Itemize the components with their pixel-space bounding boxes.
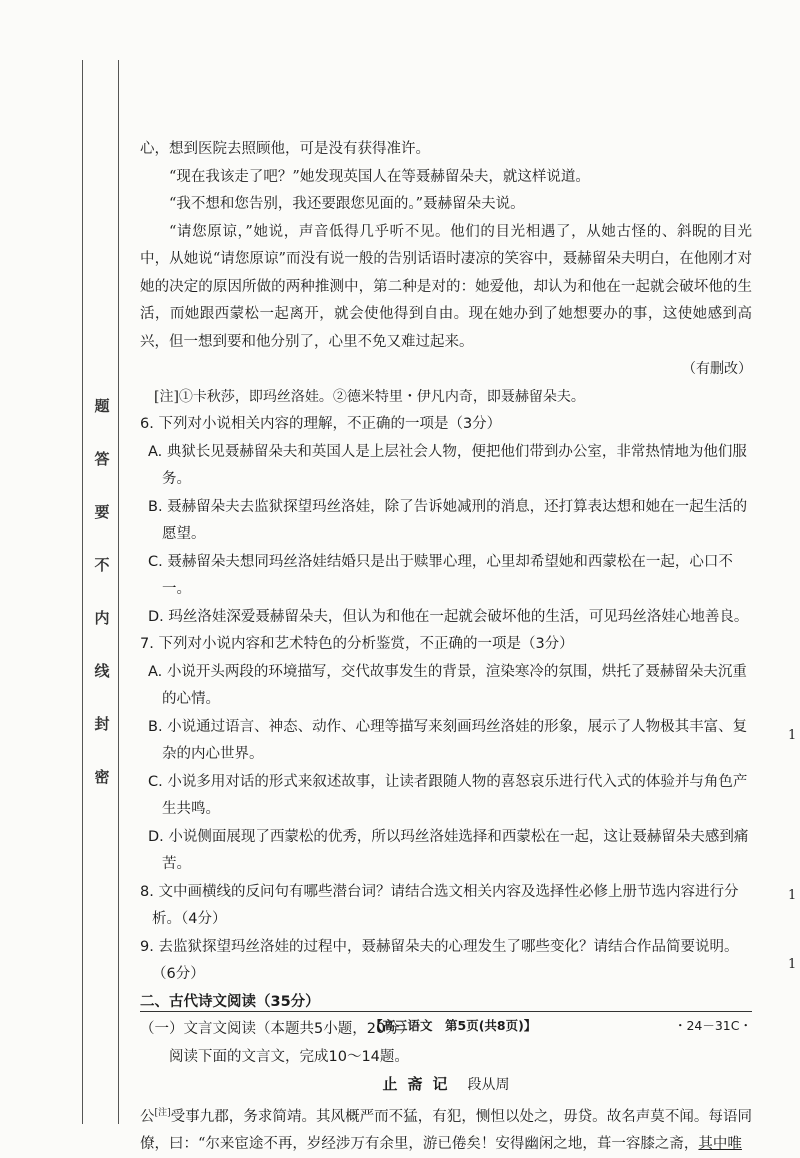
story-paragraph: “我不想和您告别，我还要跟您见面的。”聂赫留朵夫说。 [140,191,752,219]
passage-title [140,1071,752,1100]
subsection-heading: （一）文言文阅读（本题共5小题，20分） [140,1016,752,1044]
option-7c: C. 小说多用对话的形式来叙述故事，让读者跟随人物的喜怒哀乐进行代入式的体验并与角色产生共鸣。 [140,769,752,824]
seal-char: 线 [92,655,112,687]
seal-char: 密 [92,761,112,793]
option-6c: C. 聂赫留朵夫想同玛丝洛娃结婚只是出于赎罪心理，心里却希望她和西蒙松在一起，心口不一。 [140,549,752,604]
passage-text [140,1100,752,1158]
edge-mark: 1 [788,728,796,743]
seal-char: 要 [92,496,112,528]
reading-instruction: 阅读下面的文言文，完成10～14题。 [140,1044,752,1072]
seal-char: 答 [92,443,112,475]
question-9: 9. 去监狱探望玛丝洛娃的过程中，聂赫留朵夫的心理发生了哪些变化？请结合作品简要说明。（6分） [140,934,752,989]
source-note: （有删改） [140,356,752,384]
note-mark: [注] [155,1108,171,1118]
question-8: 8. 文中画横线的反问句有哪些潜台词？请结合选文相关内容及选择性必修上册节选内容进行分析。（4分） [140,879,752,934]
edge-mark: 1 [788,888,796,903]
story-paragraph: “现在我该走了吧？”她发现英国人在等聂赫留朵夫，就这样说道。 [140,164,752,192]
passage-text-start: 公 [140,1108,155,1124]
question-6: 6. 下列对小说相关内容的理解，不正确的一项是（3分） [140,411,752,439]
edge-mark: 1 [788,957,796,972]
option-6b: B. 聂赫留朵夫去监狱探望玛丝洛娃，除了告诉她减刑的消息，还打算表达想和她在一起生活的愿望。 [140,494,752,549]
option-7d: D. 小说侧面展现了西蒙松的优秀，所以玛丝洛娃选择和西蒙松在一起，这让聂赫留朵夫感到痛苦。 [140,824,752,879]
footnote: [注]①卡秋莎，即玛丝洛娃。②德米特里・伊凡内奇，即聂赫留朵夫。 [154,384,752,412]
passage-text-body: 受事九郡，务求简靖。其风概严而不猛，有犯，恻怛以处之，毋贷。故名声莫不闻。每语同僚，曰：“尔来宦途不再，岁经涉万有余里，游已倦矣！安得幽闲之地，葺一容膝之斋， [140,1108,752,1152]
seal-char: 不 [92,549,112,581]
seal-char: 内 [92,602,112,634]
underlined-text: 其中唯 [698,1136,742,1152]
option-7b: B. 小说通过语言、神态、动作、心理等描写来刻画玛丝洛娃的形象，展示了人物极其丰富、复杂的内心世界。 [140,714,752,769]
exam-page [140,136,752,1158]
story-paragraph: “请您原谅，”她说，声音低得几乎听不见。他们的目光相遇了，从她古怪的、斜睨的目光中，从她说“请您原谅”而没有说一般的告别话语时凄凉的笑容中，聂赫留朵夫明白，在他刚才对她的决定的原因所做的两种推测中，第二种是对的：她爱他，却认为和他在一起就会破坏他的生活，而她跟西蒙松一起离开，就会使他得到自由。现在她办到了她想要办的事，这使她感到高兴，但一想到要和他分别了，心里不免又难过起来。 [140,219,752,357]
story-paragraph: 心，想到医院去照顾他，可是没有获得准许。 [140,136,752,164]
seal-char: 题 [92,390,112,422]
footer-label: 【高三语文 第5页(共8页)】 [370,1016,536,1034]
option-6d: D. 玛丝洛娃深爱聂赫留朵夫，但认为和他在一起就会破坏他的生活，可见玛丝洛娃心地善良。 [140,604,752,632]
passage-author: 段从周 [468,1077,510,1093]
section-heading: 二、古代诗文阅读（35分） [140,989,752,1017]
binding-line-inner [118,60,119,1124]
seal-line-notice [92,390,112,814]
footer-code: ・24－31C・ [674,1016,752,1034]
seal-char: 封 [92,708,112,740]
binding-line-outer [82,60,83,1124]
question-7: 7. 下列对小说内容和艺术特色的分析鉴赏，不正确的一项是（3分） [140,631,752,659]
option-6a: A. 典狱长见聂赫留朵夫和英国人是上层社会人物，便把他们带到办公室，非常热情地为他们服务。 [140,439,752,494]
page-footer [140,1011,752,1032]
option-7a: A. 小说开头两段的环境描写，交代故事发生的背景，渲染寒冷的氛围，烘托了聂赫留朵夫沉重的心情。 [140,659,752,714]
passage-title-text: 止斋记 [382,1075,457,1093]
